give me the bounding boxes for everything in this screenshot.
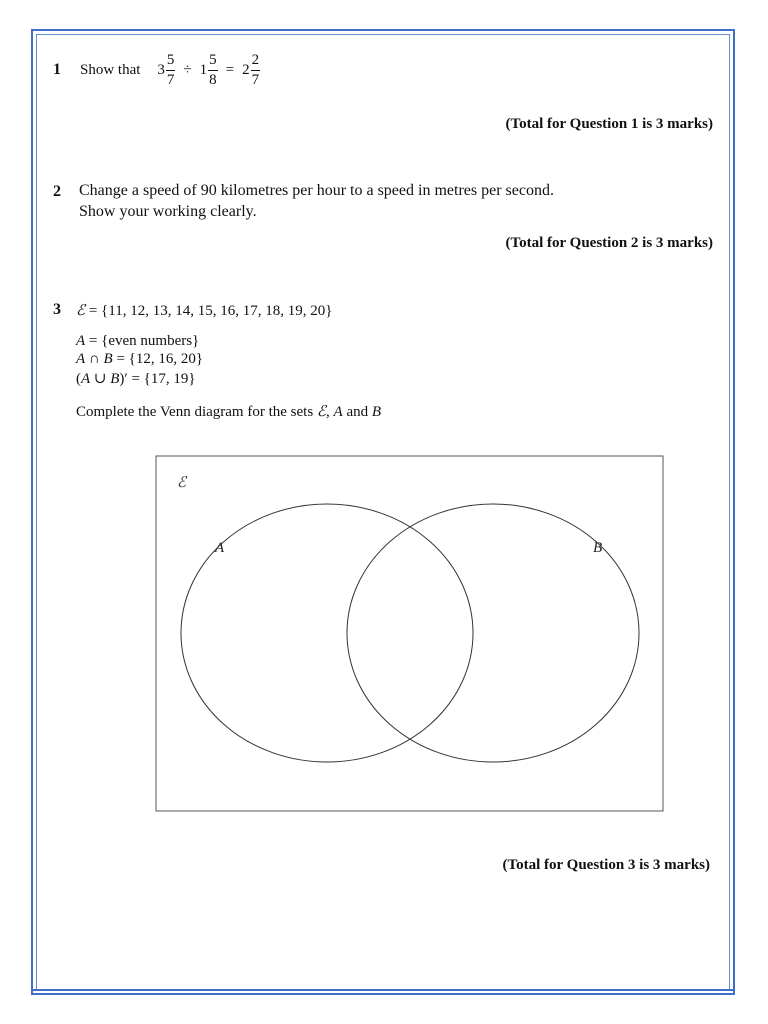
mixed-number-3 bbox=[242, 53, 260, 88]
question-2-number: 2 bbox=[53, 183, 61, 200]
question-2-total: (Total for Question 2 is 3 marks) bbox=[505, 235, 713, 251]
mixed-3-whole: 2 bbox=[242, 61, 250, 78]
intersection-value: = {12, 16, 20} bbox=[116, 351, 204, 367]
union-symbol: ∪ bbox=[90, 371, 111, 387]
question-2-line-1: Change a speed of 90 kilometres per hour to a speed in metres per second. bbox=[79, 182, 554, 199]
question-1-number: 1 bbox=[53, 61, 61, 78]
mixed-1-denominator: 7 bbox=[166, 71, 175, 88]
venn-universal-label: ℰ bbox=[177, 473, 187, 491]
question-1-statement bbox=[80, 50, 263, 90]
intersection-symbol: ∩ bbox=[85, 351, 104, 367]
complement-close: )′ bbox=[119, 371, 128, 387]
instruction-universal-symbol: ℰ bbox=[316, 402, 327, 420]
instruction-and: and bbox=[346, 404, 369, 420]
universal-set-value: = {11, 12, 13, 14, 15, 16, 17, 18, 19, 20} bbox=[88, 303, 333, 319]
complement-b: B bbox=[110, 371, 120, 387]
set-a-circle bbox=[181, 504, 473, 762]
mixed-2-whole: 1 bbox=[199, 61, 208, 78]
instruction-set-a: A bbox=[333, 404, 343, 420]
question-2-line-2: Show your working clearly. bbox=[79, 203, 257, 220]
instruction-set-b: B bbox=[371, 404, 382, 420]
mixed-2-fraction bbox=[208, 53, 218, 88]
mixed-1-fraction bbox=[166, 53, 176, 88]
mixed-3-numerator: 2 bbox=[251, 53, 261, 71]
question-1-text: Show that bbox=[80, 61, 141, 78]
venn-diagram[interactable] bbox=[155, 455, 664, 813]
mixed-3-denominator: 7 bbox=[251, 71, 260, 88]
mixed-1-whole: 3 bbox=[157, 61, 165, 78]
instruction-comma: , bbox=[326, 404, 330, 420]
set-a-value: = {even numbers} bbox=[88, 333, 200, 349]
universal-set-symbol: ℰ bbox=[76, 301, 86, 319]
complement-a: A bbox=[81, 371, 91, 387]
mixed-2-numerator: 5 bbox=[208, 53, 218, 71]
complement-open: ( bbox=[76, 371, 81, 387]
mixed-3-fraction bbox=[251, 53, 261, 88]
equals-sign: = bbox=[225, 61, 235, 78]
intersection-a: A bbox=[76, 351, 86, 367]
venn-set-b-label: B bbox=[593, 540, 603, 556]
intersection-b: B bbox=[103, 351, 113, 367]
universal-set-line bbox=[76, 301, 332, 320]
mixed-number-1 bbox=[157, 53, 175, 88]
complement-line bbox=[76, 369, 196, 388]
page-border-bottom bbox=[33, 989, 733, 991]
universal-set-rectangle bbox=[156, 456, 663, 811]
question-3-number: 3 bbox=[53, 301, 61, 318]
complement-value: = {17, 19} bbox=[131, 371, 196, 387]
mixed-1-numerator: 5 bbox=[166, 53, 176, 71]
venn-instruction bbox=[76, 402, 381, 421]
venn-set-a-label: A bbox=[215, 540, 225, 556]
question-3-total: (Total for Question 3 is 3 marks) bbox=[502, 857, 710, 873]
set-a-definition bbox=[76, 333, 199, 350]
mixed-2-denominator: 8 bbox=[209, 71, 217, 88]
divide-sign: ÷ bbox=[183, 61, 192, 78]
question-1-total: (Total for Question 1 is 3 marks) bbox=[505, 116, 713, 132]
mixed-number-2 bbox=[200, 53, 218, 88]
set-a-symbol: A bbox=[76, 333, 86, 349]
instruction-text: Complete the Venn diagram for the sets bbox=[76, 404, 314, 420]
intersection-line bbox=[76, 351, 203, 368]
